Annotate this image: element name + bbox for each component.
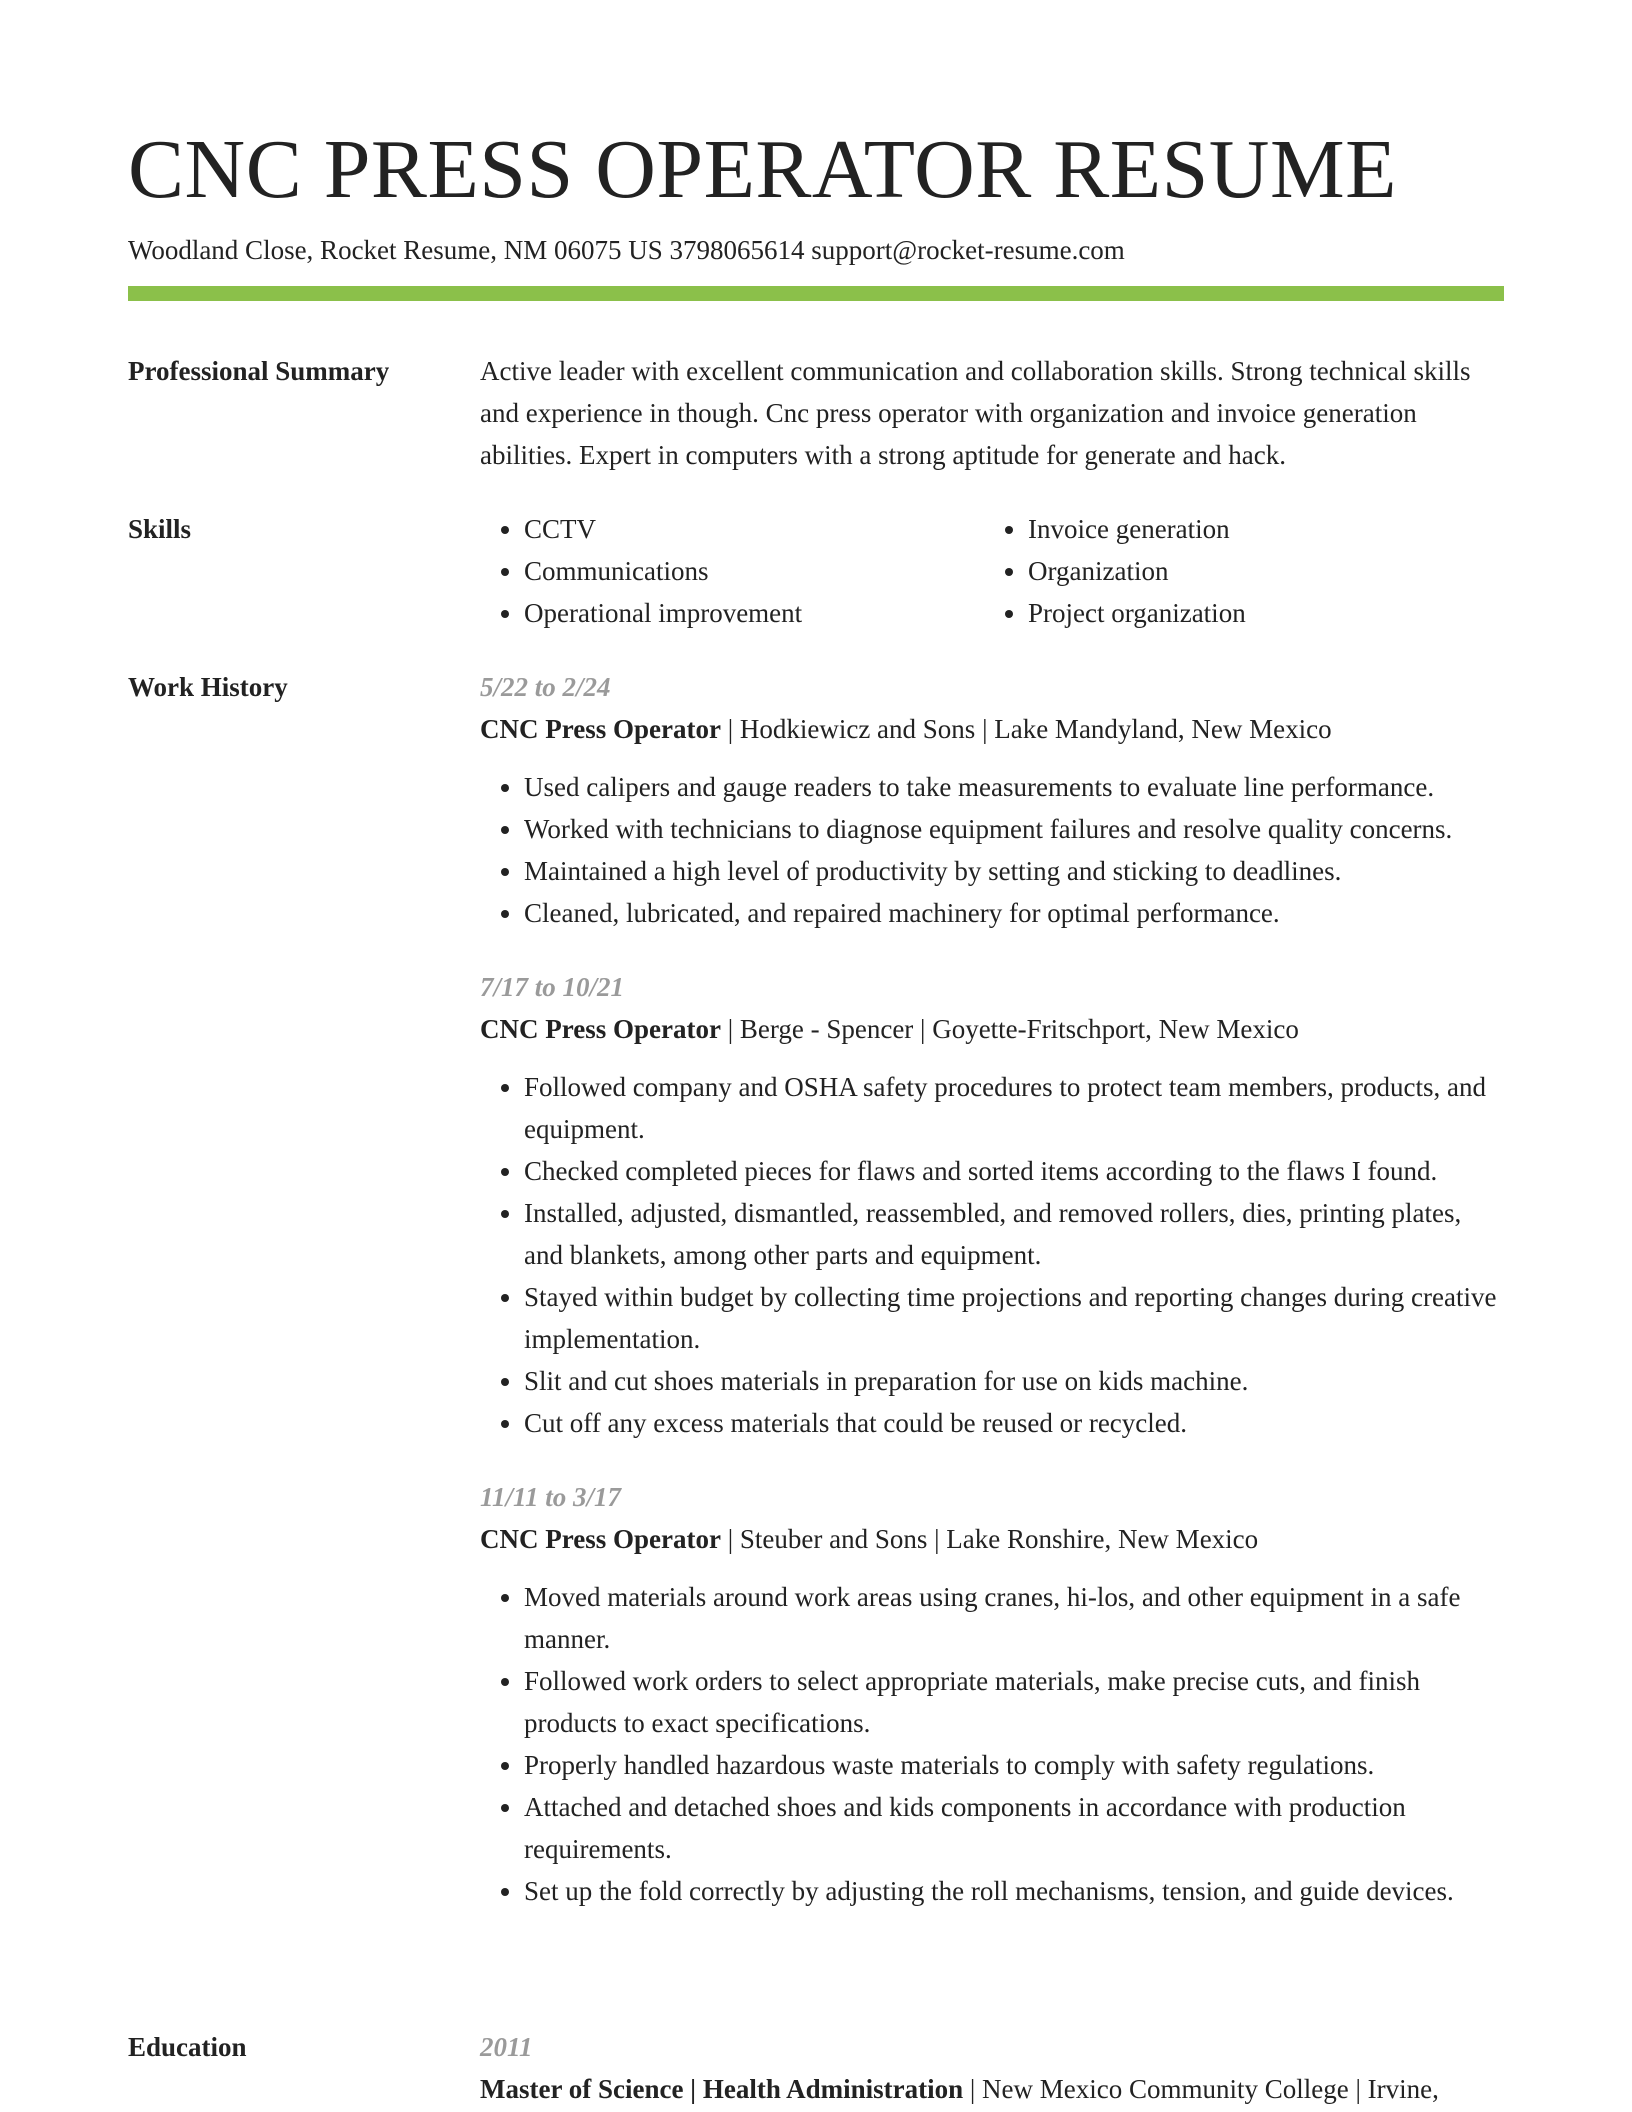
- job-bullet: • Cut off any excess materials that could be reused or recycled.: [524, 1402, 1504, 1444]
- skill-item: • Organization: [1028, 550, 1504, 592]
- job-bullets: [480, 1576, 1504, 1912]
- job-bullet: • Properly handled hazardous waste materials to comply with safety regulations.: [524, 1744, 1504, 1786]
- job-details: | Berge - Spencer | Goyette-Fritschport, New Mexico: [720, 1014, 1299, 1044]
- skill-item: • Invoice generation: [1028, 508, 1504, 550]
- job-details: | Steuber and Sons | Lake Ronshire, New Mexico: [720, 1524, 1259, 1554]
- job-bullet: • Followed company and OSHA safety procedures to protect team members, products, and equipment.: [524, 1066, 1504, 1150]
- skill-item: • Communications: [524, 550, 984, 592]
- job-bullet: • Stayed within budget by collecting time projections and reporting changes during creative implementation.: [524, 1276, 1504, 1360]
- education-date: 2011: [480, 2032, 533, 2062]
- job-bullet: • Maintained a high level of productivity by setting and sticking to deadlines.: [524, 850, 1504, 892]
- education-heading: [480, 2068, 1504, 2110]
- skill-item: • Operational improvement: [524, 592, 984, 634]
- job-bullet: • Checked completed pieces for flaws and sorted items according to the flaws I found.: [524, 1150, 1504, 1192]
- job-bullet: • Installed, adjusted, dismantled, reassembled, and removed rollers, dies, printing plates, and blankets, among other parts and equipment.: [524, 1192, 1504, 1276]
- job-entry: [480, 966, 1504, 1444]
- skill-item: • CCTV: [524, 508, 984, 550]
- job-entry: [480, 1476, 1504, 1912]
- summary-body: [480, 350, 1504, 476]
- job-date: 7/17 to 10/21: [480, 972, 625, 1002]
- job-bullet: • Worked with technicians to diagnose equipment failures and resolve quality concerns.: [524, 808, 1504, 850]
- accent-divider: [128, 286, 1504, 301]
- job-title: CNC Press Operator: [480, 714, 721, 744]
- job-bullet: • Used calipers and gauge readers to take measurements to evaluate line performance.: [524, 766, 1504, 808]
- work-history-label: Work History: [128, 672, 288, 702]
- job-heading: [480, 1008, 1504, 1050]
- summary-label: Professional Summary: [128, 356, 390, 386]
- job-bullet: • Set up the fold correctly by adjusting the roll mechanisms, tension, and guide devices.: [524, 1870, 1504, 1912]
- resume-title: CNC PRESS OPERATOR RESUME: [128, 123, 1397, 216]
- contact-line: Woodland Close, Rocket Resume, NM 06075 US 3798065614 support@rocket-resume.com: [128, 235, 1125, 265]
- education-body: [480, 2026, 1504, 2110]
- summary-text: Active leader with excellent communication and collaboration skills. Strong technical skills and experience in though. Cnc press operator with organization and invoice generation abilities. Expert in computers with a strong aptitude for generate and hack.: [480, 356, 1471, 470]
- skills-body: [480, 508, 1504, 634]
- job-title: CNC Press Operator: [480, 1014, 721, 1044]
- job-bullet: • Cleaned, lubricated, and repaired machinery for optimal performance.: [524, 892, 1504, 934]
- job-bullets: [480, 766, 1504, 934]
- job-bullet: • Slit and cut shoes materials in preparation for use on kids machine.: [524, 1360, 1504, 1402]
- job-details: | Hodkiewicz and Sons | Lake Mandyland, New Mexico: [720, 714, 1332, 744]
- job-heading: [480, 1518, 1504, 1560]
- job-bullet: • Followed work orders to select appropriate materials, make precise cuts, and finish products to exact specifications.: [524, 1660, 1504, 1744]
- job-bullet: • Moved materials around work areas using cranes, hi-los, and other equipment in a safe manner.: [524, 1576, 1504, 1660]
- skills-column-1: [480, 508, 984, 634]
- education-details: | New Mexico Community College | Irvine,: [963, 2074, 1439, 2104]
- work-history-body: [480, 666, 1504, 1944]
- job-entry: [480, 666, 1504, 934]
- job-title: CNC Press Operator: [480, 1524, 721, 1554]
- job-date: 11/11 to 3/17: [480, 1482, 622, 1512]
- education-degree: Master of Science | Health Administration: [480, 2074, 964, 2104]
- job-date: 5/22 to 2/24: [480, 672, 611, 702]
- education-label: Education: [128, 2032, 247, 2062]
- skills-column-2: [984, 508, 1504, 634]
- job-bullet: • Attached and detached shoes and kids components in accordance with production requirements.: [524, 1786, 1504, 1870]
- job-bullets: [480, 1066, 1504, 1444]
- skill-item: • Project organization: [1028, 592, 1504, 634]
- job-heading: [480, 708, 1504, 750]
- skills-label: Skills: [128, 514, 192, 544]
